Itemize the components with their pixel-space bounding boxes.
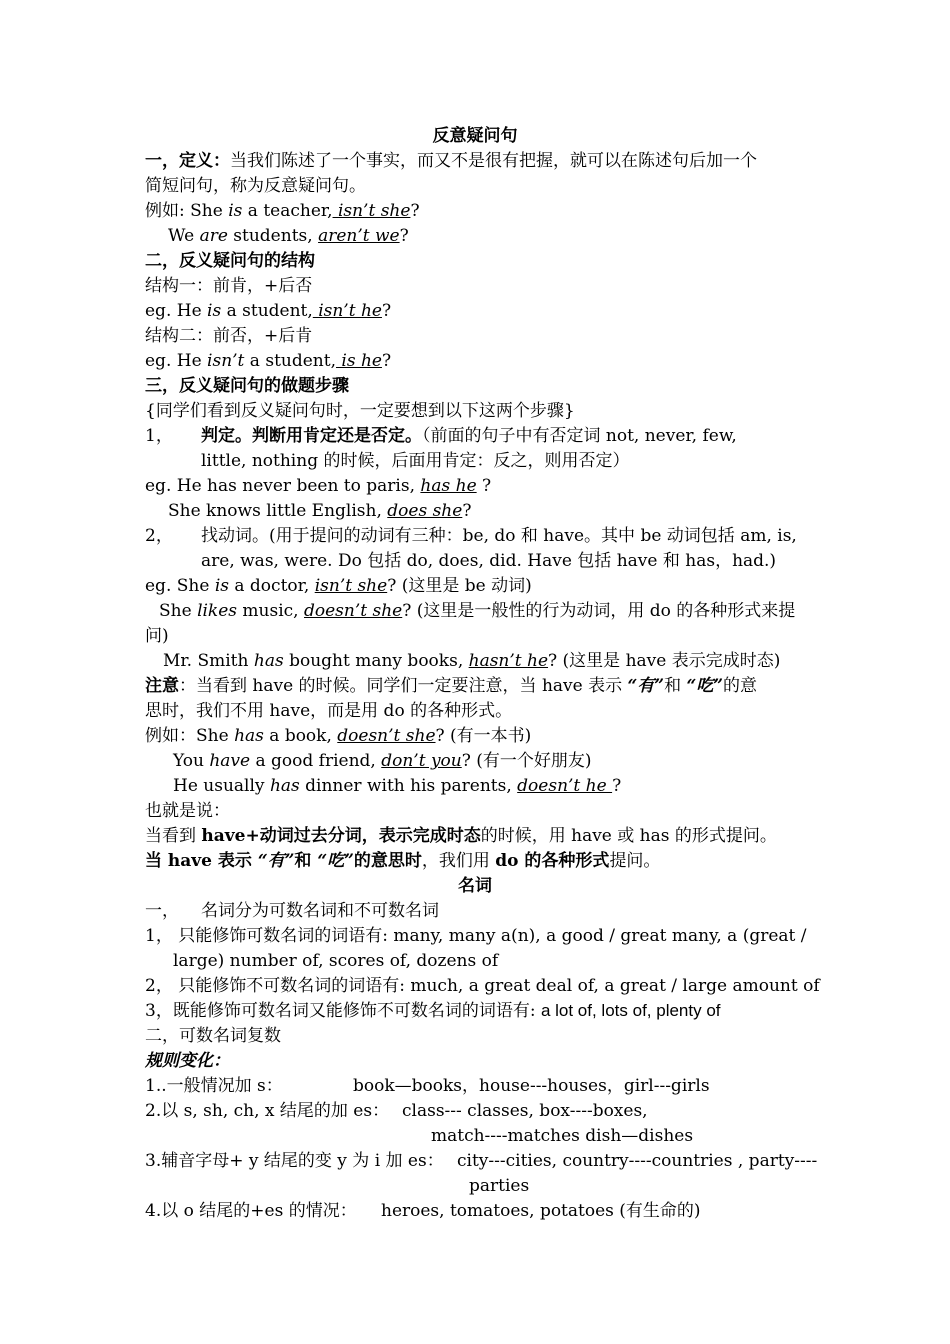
plural-rule-4-label: 4.以 o 结尾的+es 的情况：	[145, 1201, 357, 1221]
section-3-heading: 三，反义疑问句的做题步骤	[145, 376, 349, 396]
step-2-number: 2，	[145, 526, 173, 546]
definition-heading: 一，定义：	[145, 151, 230, 171]
plural-rule-1-examples: book—books，house---houses，girl---girls	[353, 1076, 710, 1096]
step-1-line-2: little, nothing 的时候，后面用肯定：反之，则用否定）	[201, 451, 630, 471]
noun-section-title: 名词	[458, 876, 492, 896]
step-2-example-1: eg. She is a doctor, isn’t she? (这里是 be 动词)	[145, 576, 532, 596]
note-example-2: You have a good friend, don’t you? (有一个好朋友)	[173, 751, 592, 771]
noun-rule-1: 1， 只能修饰可数名词的词语有: many, many a(n), a good / great many, a (great /	[145, 926, 807, 946]
regular-changes-heading: 规则变化：	[145, 1051, 230, 1071]
note-heading: 注意	[145, 676, 179, 696]
plural-rule-2-examples: class--- classes, box----boxes,	[402, 1101, 648, 1121]
plural-rule-1-label: 1..一般情况加 s：	[145, 1076, 283, 1096]
structure-2: 结构二：前否，+后肯	[145, 326, 313, 346]
summary-line-2: 当 have 表示 “有”和 “吃”的意思时，我们用 do 的各种形式提问。	[145, 851, 661, 871]
plural-rule-2-label: 2.以 s, sh, ch, x 结尾的加 es：	[145, 1101, 390, 1121]
structure-2-example: eg. He isn’t a student, is he?	[145, 351, 392, 371]
summary-label: 也就是说：	[145, 801, 230, 821]
noun-rule-2: 2， 只能修饰不可数名词的词语有: much, a great deal of, a great / large amount of	[145, 976, 820, 996]
noun-part-2-heading: 二，可数名词复数	[145, 1026, 281, 1046]
structure-1: 结构一：前肯，+后否	[145, 276, 313, 296]
plural-rule-3-examples-cont: parties	[469, 1176, 530, 1196]
step-1-example-2: She knows little English, does she?	[168, 501, 472, 521]
step-2-line-2: are, was, were. Do 包括 do, does, did. Have 包括 have 和 has，had.)	[201, 551, 777, 571]
note-example-1: 例如：She has a book, doesn’t she? (有一本书)	[145, 726, 532, 746]
example-line-1: 例如: She is a teacher, isn’t she?	[145, 201, 420, 221]
structure-1-example: eg. He is a student, isn’t he?	[145, 301, 392, 321]
note-line-2: 思时，我们不用 have，而是用 do 的各种形式。	[145, 701, 513, 721]
step-1-number: 1，	[145, 426, 173, 446]
noun-rule-1-cont: large) number of, scores of, dozens of	[173, 951, 499, 971]
definition-line-1	[145, 149, 757, 173]
noun-part-1-heading: 名词分为可数名词和不可数名词	[201, 901, 439, 921]
note-line-1: 注意：当看到 have 的时候。同学们一定要注意，当 have 表示 “有”和 “吃”的意	[145, 676, 758, 696]
step-2-example-2: She likes music, doesn’t she? (这里是一般性的行为动词，用 do 的各种形式来提	[159, 601, 796, 621]
definition-line-2: 简短问句，称为反意疑问句。	[145, 176, 366, 196]
step-2-example-3: Mr. Smith has bought many books, hasn’t he? (这里是 have 表示完成时态)	[163, 651, 781, 671]
note-example-3: He usually has dinner with his parents, doesn’t he ?	[173, 776, 622, 796]
step-1-example-1: eg. He has never been to paris, has he ?	[145, 476, 492, 496]
summary-line-1: 当看到 have+动词过去分词，表示完成时态的时候，用 have 或 has 的形式提问。	[145, 826, 777, 846]
step-2-example-2-cont: 问)	[145, 626, 169, 646]
page-title: 反意疑问句	[432, 126, 518, 146]
plural-rule-4-examples: heroes, tomatoes, potatoes (有生命的)	[381, 1201, 701, 1221]
example-line-2: We are students, aren’t we?	[168, 226, 409, 246]
plural-rule-3-examples: city---cities, country----countries , party----	[457, 1151, 818, 1171]
section-2-heading: 二，反义疑问句的结构	[145, 251, 315, 271]
step-2-line-1: 找动词。(用于提问的动词有三种：be, do 和 have。其中 be 动词包括 am, is,	[201, 526, 797, 546]
noun-rule-3: 3，既能修饰可数名词又能修饰不可数名词的词语有: a lot of, lots of, plenty of	[145, 1001, 721, 1021]
plural-rule-2-examples-cont: match----matches dish—dishes	[431, 1126, 694, 1146]
step-1-line-1: 判定。判断用肯定还是否定。（前面的句子中有否定词 not, never, few,	[201, 426, 737, 446]
noun-part-1-number: 一，	[145, 901, 179, 921]
definition-text: 当我们陈述了一个事实，而又不是很有把握，就可以在陈述句后加一个	[230, 151, 757, 171]
section-3-note: {同学们看到反义疑问句时，一定要想到以下这两个步骤}	[145, 401, 575, 421]
plural-rule-3-label: 3.辅音字母+ y 结尾的变 y 为 i 加 es：	[145, 1151, 444, 1171]
